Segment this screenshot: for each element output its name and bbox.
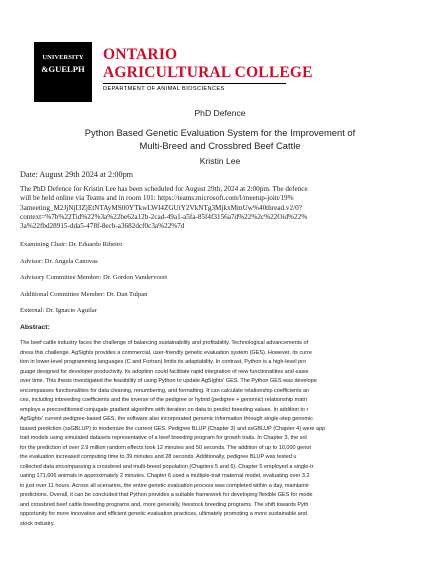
college-name bbox=[103, 46, 313, 82]
abstract-line: in just over 11 hours. Across all scenarios, the entire genetic evaluation process was completed within a day, maintainir bbox=[20, 482, 309, 489]
abstract-line: encompasses functionalities for data cleaning, renumbering, and formatting. It can calculate relationship coefficients an bbox=[20, 387, 310, 394]
examining-chair: Examining Chair: Dr. Eduardo Ribeiro bbox=[20, 241, 123, 248]
meeting-link[interactable]: 3a%22fbd28915-dda5-478f-8ecb-a3682dcf0c3a%22%7d bbox=[20, 222, 185, 231]
college-name-line1: ONTARIO bbox=[103, 46, 178, 63]
defence-date: Date: August 29th 2024 at 2:00pm bbox=[20, 170, 134, 179]
abstract-line: The beef cattle industry faces the challenge of balancing sustainability and profitability. Technological advancements of bbox=[20, 340, 309, 346]
abstract-line: tion in lower-level programming languages (C and Fortran) limits its adaptability. In contrast, Python is a high-level pro bbox=[20, 359, 307, 365]
abstract-line: opportunity for more innovative and efficient genetic evaluation practices, ultimately promoting a more sustainable and bbox=[20, 511, 307, 517]
abstract-line: the evaluation increased computing time to 39 minutes and 28 seconds. Additionally, pedigree BLUP was tested u bbox=[20, 454, 297, 460]
document-type: PhD Defence bbox=[194, 108, 246, 118]
department-divider bbox=[103, 83, 286, 84]
abstract-line: collected data encompassing a crossbred and multi-breed population (Chapters 5 and 6). Chapter 5 employed a single-tr bbox=[20, 463, 314, 470]
abstract-line: ces, including inbreeding coefficients and the inverse of the pedigree or hybrid (pedigree + genomic) relationship matri bbox=[20, 397, 307, 403]
abstract-line: uating 171,606 animals in approximately 2 minutes. Chapter 6 used a multiple-trait maternal model, evaluating over 3.2 bbox=[20, 473, 310, 479]
abstract-line: biased prediction (ssGBLUP) to modernize the current GES. Pedigree BLUP (Chapter 3) and ssGBLUP (Chapter 4) were app bbox=[20, 425, 326, 432]
abstract-line: over time. This thesis investigated the feasibility of using Python to update AgSights' GES. The Python GES was develope bbox=[20, 378, 317, 384]
abstract-line: guage designed for developer productivity. Its adoption could facilitate rapid integration of new functionalities and easie bbox=[20, 368, 309, 375]
abstract-line: trait models using simulated datasets representative of a beef breeding program for growth traits. In Chapter 3, the sol bbox=[20, 435, 307, 441]
thesis-title-line2: Multi-Breed and Crossbred Beef Cattle bbox=[139, 140, 301, 151]
external-examiner: External: Dr. Ignacio Aguilar bbox=[20, 307, 97, 314]
abstract-body bbox=[20, 339, 440, 529]
advisor: Advisor: Dr. Angela Canovas bbox=[20, 258, 98, 265]
abstract-heading: Abstract: bbox=[20, 324, 50, 331]
author-name: Kristin Lee bbox=[199, 156, 241, 166]
college-name-line2: AGRICULTURAL COLLEGE bbox=[103, 64, 313, 81]
abstract-line: AgSights' current pedigree-based GES, the software also incorporated genomic information through single-step genomic bbox=[20, 416, 314, 422]
abstract-line: stock industry. bbox=[20, 520, 55, 527]
abstract-line: and crossbred beef cattle breeding programs and, more generally, livestock breeding programs. The shift towards Pyth bbox=[20, 501, 309, 508]
intro-line: The PhD Defence for Kristin Lee has been scheduled for August 29th, 2024 at 2:00pm. The defence bbox=[20, 185, 308, 193]
intro-line-link[interactable]: will be held online via Teams and in room 101: https://teams.microsoft.com/l/meetup-join/19% bbox=[20, 194, 294, 203]
thesis-title bbox=[20, 126, 420, 152]
thesis-title-line1: Python Based Genetic Evaluation System for the Improvement of bbox=[84, 127, 356, 138]
abstract-line: dress this challenge. AgSights provides a commercial, user-friendly genetic evaluation system (GES). However, its curre bbox=[20, 349, 312, 356]
advisory-committee-member: Advisory Committee Member: Dr. Gordon Vandervoort bbox=[20, 274, 168, 281]
additional-committee-member: Additional Committee Member: Dr. Dan Tulpan bbox=[20, 291, 148, 298]
meeting-link[interactable]: 3ameeting_M2JjNjI3ZjEtNTAyMS00YTkwLWI4ZGUtY2VkNTg3MjkxMmUw%40thread.v2/0? bbox=[20, 203, 302, 212]
university-logo bbox=[34, 42, 92, 102]
abstract-line: for the prediction of over 2.9 million random effects took 12 minutes and 50 seconds. The addition of up to 10,000 genot bbox=[20, 444, 311, 451]
abstract-line: employs a preconditioned conjugate gradient algorithm with iteration on data to predict breeding values. In addition to r bbox=[20, 406, 309, 413]
abstract-line: predictions. Overall, it can be concluded that Python provides a suitable framework for developing flexible GES for mode bbox=[20, 492, 313, 498]
meeting-link[interactable]: context=%7b%22Tid%22%3a%22be62a12b-2cad-49a1-a5fa-85f4f3156a7d%22%2c%22Oid%22% bbox=[20, 212, 308, 221]
intro-paragraph bbox=[20, 185, 425, 231]
logo-text-guelph: &GUELPH bbox=[41, 64, 85, 74]
department-name: DEPARTMENT OF ANIMAL BIOSCIENCES bbox=[103, 86, 225, 92]
logo-text-university: UNIVERSITY bbox=[42, 54, 84, 61]
